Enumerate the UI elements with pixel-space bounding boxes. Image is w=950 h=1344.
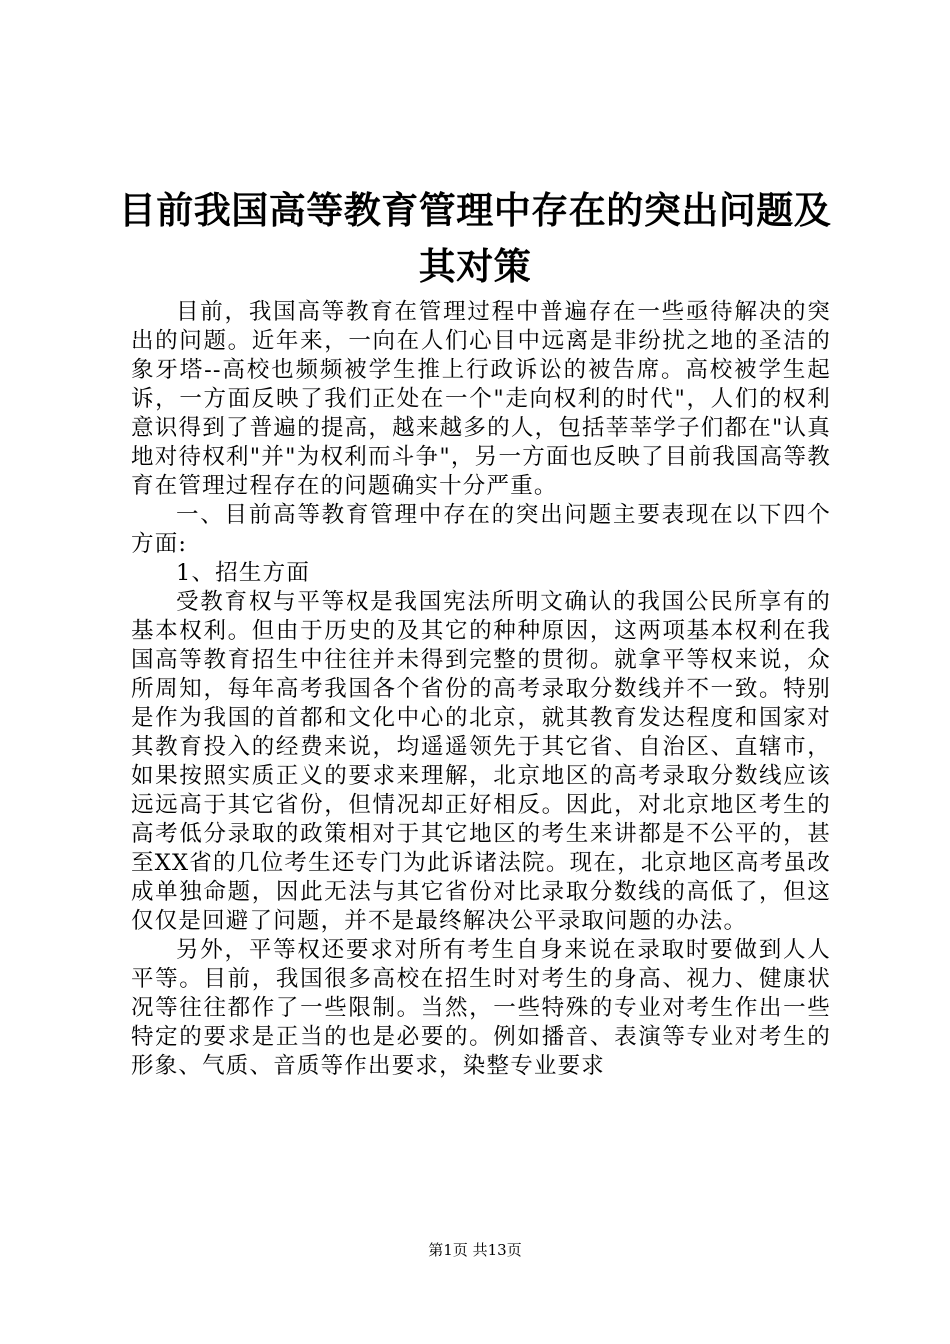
document-title: 目前我国高等教育管理中存在的突出问题及其对策: [118, 188, 832, 288]
paragraph-section-heading: 一、目前高等教育管理中存在的突出问题主要表现在以下四个方面:: [131, 502, 831, 557]
document-body: [131, 298, 831, 1081]
paragraph-admissions-rights: 受教育权与平等权是我国宪法所明文确认的我国公民所享有的基本权利。但由于历史的及其它的种种原因，这两项基本权利在我国高等教育招生中往往并未得到完整的贯彻。就拿平等权来说，众所周知，每年高考我国各个省份的高考录取分数线并不一致。特别是作为我国的首都和文化中心的北京，就其教育发达程度和国家对其教育投入的经费来说，均遥遥领先于其它省、自治区、直辖市，如果按照实质正义的要求来理解，北京地区的高考录取分数线应该远远高于其它省份，但情况却正好相反。因此，对北京地区考生的高考低分录取的政策相对于其它地区的考生来讲都是不公平的，甚至XX省的几位考生还专门为此诉诸法院。现在，北京地区高考虽改成单独命题，因此无法与其它省份对比录取分数线的高低了，但这仅仅是回避了问题，并不是最终解决公平录取问题的办法。: [131, 589, 831, 934]
paragraph-subheading-admissions: 1、招生方面: [176, 560, 311, 586]
page-footer: 第1页 共13页: [428, 1241, 522, 1259]
paragraph-admissions-equality: 另外，平等权还要求对所有考生自身来说在录取时要做到人人平等。目前，我国很多高校在招生时对考生的身高、视力、健康状况等往往都作了一些限制。当然，一些特殊的专业对考生作出一些特定的要求是正当的也是必要的。例如播音、表演等专业对考生的形象、气质、音质等作出要求，染整专业要求: [131, 937, 831, 1079]
paragraph-intro: 目前，我国高等教育在管理过程中普遍存在一些亟待解决的突出的问题。近年来，一向在人们心目中远离是非纷扰之地的圣洁的象牙塔--高校也频频被学生推上行政诉讼的被告席。高校被学生起诉，一方面反映了我们正处在一个"走向权利的时代"，人们的权利意识得到了普遍的提高，越来越多的人，包括莘莘学子们都在"认真地对待权利"并"为权利而斗争"，另一方面也反映了目前我国高等教育在管理过程存在的问题确实十分严重。: [131, 299, 831, 499]
